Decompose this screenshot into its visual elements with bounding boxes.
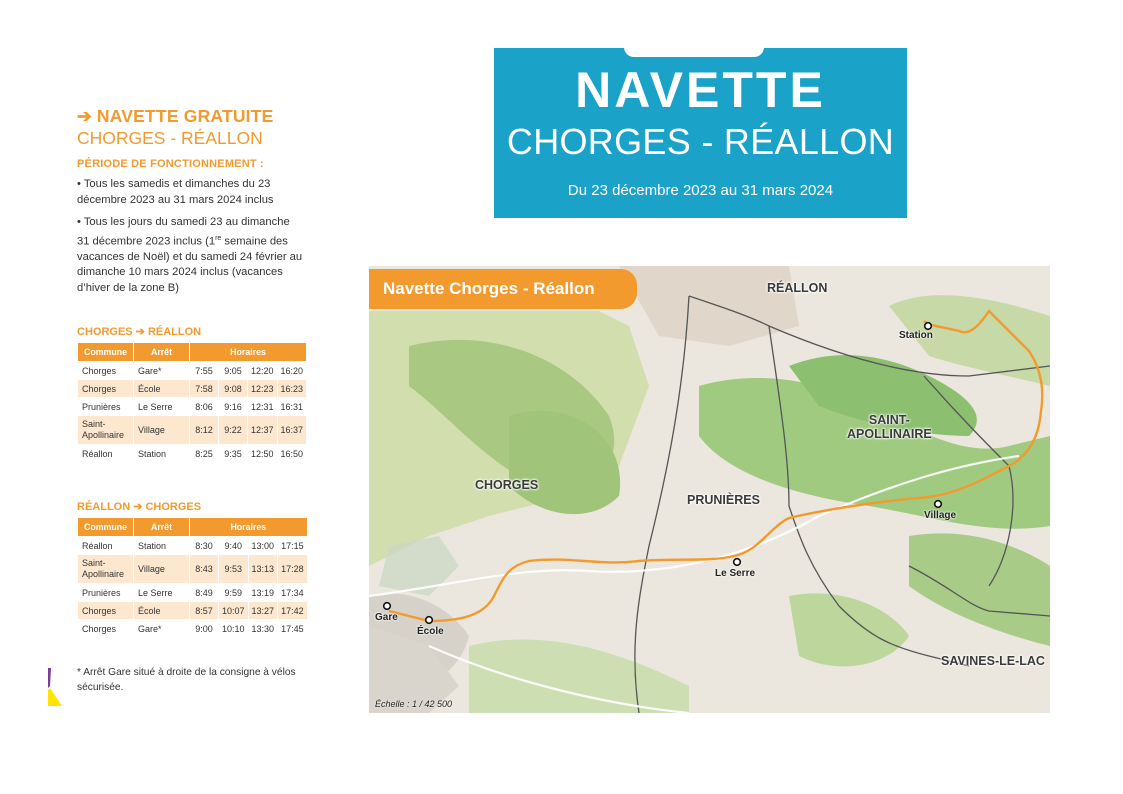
cell-arret: Le Serre [134,584,190,602]
table-row [78,445,307,463]
cell-horaire: 8:43 [190,555,219,584]
cell-commune: Réallon [78,537,134,555]
cell-horaire: 16:20 [277,362,307,380]
col-arret: Arrêt [134,343,190,362]
cell-horaire: 17:42 [278,602,308,620]
cell-arret: Gare* [134,620,190,638]
table1-heading: CHORGES ➔ RÉALLON [77,326,202,338]
cell-horaire: 9:35 [219,445,248,463]
info-subtitle: CHORGES - RÉALLON [77,128,263,148]
cell-arret: Station [134,445,190,463]
cell-horaire: 9:53 [219,555,249,584]
table-row [78,620,308,638]
cell-commune: Prunières [78,584,134,602]
table-row [78,362,307,380]
col-horaires: Horaires [190,343,307,362]
cell-horaire: 12:50 [248,445,278,463]
cell-horaire: 8:30 [190,537,219,555]
cell-commune: Réallon [78,445,134,463]
table1-body [78,362,307,463]
cell-horaire: 12:23 [248,380,278,398]
col-commune: Commune [78,343,134,362]
col-horaires: Horaires [190,518,308,537]
table-row [78,555,308,584]
table-row [78,416,307,445]
cell-commune: Saint- Apollinaire [78,416,134,445]
cell-horaire: 13:13 [248,555,278,584]
cell-commune: Saint- Apollinaire [78,555,134,584]
cell-horaire: 9:08 [219,380,248,398]
stop-label-station: Station [899,330,933,341]
banner-title: NAVETTE [575,62,826,118]
cell-horaire: 8:25 [190,445,219,463]
info-title: ➔ NAVETTE GRATUITE [77,106,274,126]
cell-horaire: 12:31 [248,398,278,416]
cell-horaire: 8:12 [190,416,219,445]
col-commune: Commune [78,518,134,537]
cell-horaire: 8:49 [190,584,219,602]
cell-arret: École [134,380,190,398]
stop-label-ecole: École [417,626,444,637]
cell-horaire: 7:55 [190,362,219,380]
stop-label-le-serre: Le Serre [715,568,756,579]
place-label-chorges: CHORGES [475,478,539,492]
cell-horaire: 17:34 [278,584,308,602]
route-map[interactable] [369,266,1050,713]
period-bullet-2: • Tous les jours du samedi 23 au dimanche 31 décembre 2023 inclus (1re semaine des vacances de Noël) et du samedi 24 février au dimanche 10 mars 2024 inclus (vacances d’hiver de la zone B) [77,216,303,294]
cell-commune: Prunières [78,398,134,416]
place-label-prunieres: PRUNIÈRES [687,493,760,507]
cell-arret: Village [134,555,190,584]
cell-horaire: 9:22 [219,416,248,445]
schedule-table-return [77,517,308,638]
cell-horaire: 9:59 [219,584,249,602]
cell-horaire: 16:23 [277,380,307,398]
decorative-shape [48,668,62,706]
cell-horaire: 13:30 [248,620,278,638]
cell-horaire: 17:15 [278,537,308,555]
cell-horaire: 10:07 [219,602,249,620]
cell-horaire: 7:58 [190,380,219,398]
cell-horaire: 13:19 [248,584,278,602]
cell-arret: Station [134,537,190,555]
map-scale: Échelle : 1 / 42 500 [375,699,453,709]
map-title: Navette Chorges - Réallon [369,269,637,309]
info-panel [77,106,305,296]
cell-horaire: 17:28 [278,555,308,584]
table-row [78,398,307,416]
cell-horaire: 16:31 [277,398,307,416]
cell-horaire: 9:16 [219,398,248,416]
place-label-reallon: RÉALLON [767,281,828,295]
cell-horaire: 8:57 [190,602,219,620]
cell-horaire: 9:40 [219,537,249,555]
cell-horaire: 17:45 [278,620,308,638]
banner-route: CHORGES - RÉALLON [506,121,895,162]
cell-arret: Village [134,416,190,445]
stop-label-gare: Gare [375,612,398,623]
table-row [78,537,308,555]
cell-horaire: 12:20 [248,362,278,380]
banner-notch [624,47,764,57]
cell-horaire: 12:37 [248,416,278,445]
cell-horaire: 9:00 [190,620,219,638]
cell-arret: Gare* [134,362,190,380]
col-arret: Arrêt [134,518,190,537]
cell-horaire: 16:50 [277,445,307,463]
cell-horaire: 9:05 [219,362,248,380]
schedule-table-outbound [77,342,307,463]
table2-body [78,537,308,638]
table-row [78,602,308,620]
map-canvas [369,266,1050,713]
cell-commune: Chorges [78,620,134,638]
place-label-savines-le-lac: SAVINES-LE-LAC [941,654,1045,668]
cell-horaire: 16:37 [277,416,307,445]
cell-commune: Chorges [78,602,134,620]
cell-horaire: 10:10 [219,620,249,638]
period-heading: PÉRIODE DE FONCTIONNEMENT : [77,158,264,170]
title-banner [494,48,907,218]
table2-heading: RÉALLON ➔ CHORGES [77,501,202,513]
cell-arret: Le Serre [134,398,190,416]
cell-commune: Chorges [78,362,134,380]
place-label-saint-apollinaire: SAINT- APOLLINAIRE [847,413,932,441]
table-row [78,584,308,602]
footnote: * Arrêt Gare situé à droite de la consigne à vélos sécurisée. [77,667,296,693]
stop-label-village: Village [924,510,957,521]
cell-commune: Chorges [78,380,134,398]
cell-arret: École [134,602,190,620]
cell-horaire: 13:27 [248,602,278,620]
cell-horaire: 8:06 [190,398,219,416]
period-bullet-1: • Tous les samedis et dimanches du 23 décembre 2023 au 31 mars 2024 inclus [77,178,274,206]
table-row [78,380,307,398]
banner-dates: Du 23 décembre 2023 au 31 mars 2024 [567,182,834,199]
cell-horaire: 13:00 [248,537,278,555]
